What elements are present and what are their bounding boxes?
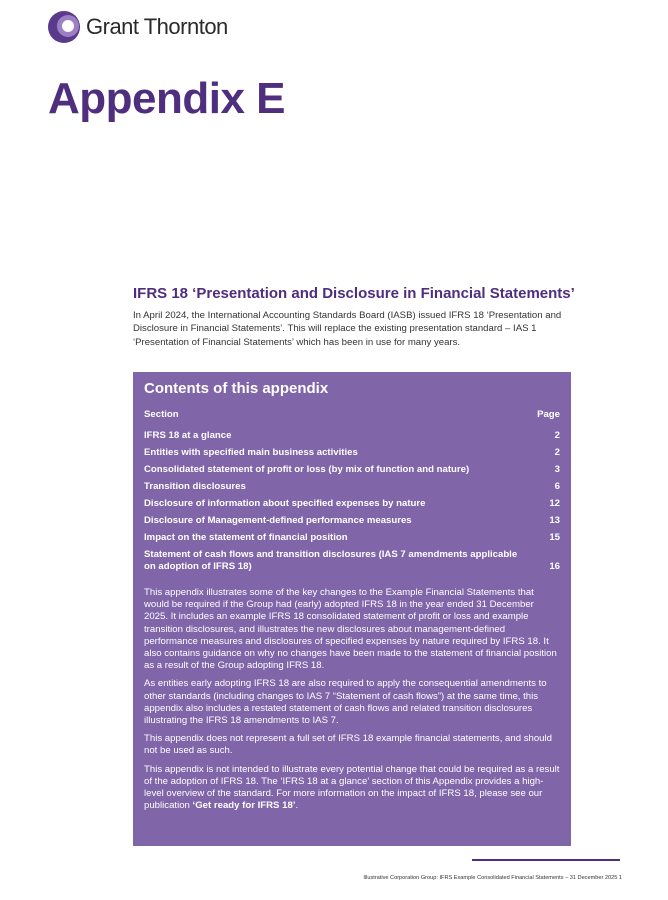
contents-item-page: 16	[549, 561, 560, 572]
contents-item-label[interactable]: Disclosure of Management-defined performance measures	[144, 515, 412, 526]
contents-item[interactable]	[144, 498, 560, 510]
paragraph-end: .	[295, 800, 299, 812]
paragraph: This appendix does not represent a full set of IFRS 18 example financial statements, and should not be used as such.	[144, 733, 552, 757]
contents-item-page: 3	[554, 464, 560, 475]
paragraph: As entities early adopting IFRS 18 are also required to apply the consequential amendments to other standards (including changes to IAS 7 “Statement of cash flows”) at the same time, this appendix also includes a restated statement of cash flows and related transition disclosures illustrating the IFRS 18 amendments to IAS 7.	[144, 678, 547, 727]
contents-item-page: 2	[554, 447, 560, 458]
intro-paragraph: In April 2024, the International Accounting Standards Board (IASB) issued IFRS 18 ‘Presentation and Disclosure in Financial Statements’. This will replace the existing presentation standard – IAS 1 ‘Presentation of Financial Statements’ which has been in use for many years.	[133, 310, 562, 348]
contents-header-row	[144, 409, 560, 421]
contents-item[interactable]	[144, 430, 560, 442]
footer-divider	[472, 859, 620, 861]
paragraph: This appendix illustrates some of the key changes to the Example Financial Statements that would be required if the Group had (early) adopted IFRS 18 in the year ended 31 December 2025. It includes an example IFRS 18 consolidated statement of profit or loss and example transition disclosures, and illustrates the new disclosures about management-defined performance measures and disclosures of specified expenses by nature required by IFRS 18. It also contains guidance on why no changes have been made to the statement of financial position as a result of the Group adopting IFRS 18.	[144, 587, 557, 672]
contents-item-label[interactable]: Entities with specified main business activities	[144, 447, 358, 458]
logo-icon	[48, 11, 80, 43]
logo-text: Grant Thornton	[86, 14, 228, 39]
section-column-header: Section	[144, 409, 179, 420]
grant-thornton-logo	[48, 11, 228, 43]
contents-item[interactable]	[144, 549, 560, 573]
contents-item[interactable]	[144, 515, 560, 527]
contents-box	[133, 372, 571, 846]
contents-item-label[interactable]: Impact on the statement of financial position	[144, 532, 348, 543]
contents-title: Contents of this appendix	[144, 380, 329, 397]
contents-item-label[interactable]: Consolidated statement of profit or loss (by mix of function and nature)	[144, 464, 470, 475]
page-title: Appendix E	[48, 74, 286, 123]
contents-item-page: 12	[549, 498, 560, 509]
contents-item-page: 13	[549, 515, 560, 526]
contents-item[interactable]	[144, 447, 560, 459]
contents-item-page: 2	[554, 430, 560, 441]
contents-item[interactable]	[144, 532, 560, 544]
page-footer: Illustrative Corporation Group: IFRS Example Consolidated Financial Statements – 31 December 2025 1	[363, 875, 622, 881]
page-column-header: Page	[537, 409, 560, 420]
contents-item-page: 6	[554, 481, 560, 492]
contents-item-label[interactable]: Statement of cash flows and transition disclosures (IAS 7 amendments applicable on adoption of IFRS 18)	[144, 549, 518, 572]
paragraph-text: This appendix is not intended to illustrate every potential change that could be required as a result of the adoption of IFRS 18. The ‘IFRS 18 at a glance’ section of this Appendix provides a high-level overview of the standard. For more information on the impact of IFRS 18, please see our publication	[144, 763, 560, 812]
contents-item-label[interactable]: Disclosure of information about specified expenses by nature	[144, 498, 426, 509]
contents-item[interactable]	[144, 481, 560, 493]
contents-item-page: 15	[549, 532, 560, 543]
paragraph	[144, 764, 560, 813]
contents-item-label[interactable]: Transition disclosures	[144, 481, 246, 492]
section-heading: IFRS 18 ‘Presentation and Disclosure in Financial Statements’	[133, 285, 575, 302]
contents-item-label[interactable]: IFRS 18 at a glance	[144, 430, 232, 441]
contents-item[interactable]	[144, 464, 560, 476]
publication-link[interactable]: ‘Get ready for IFRS 18’	[192, 800, 296, 812]
